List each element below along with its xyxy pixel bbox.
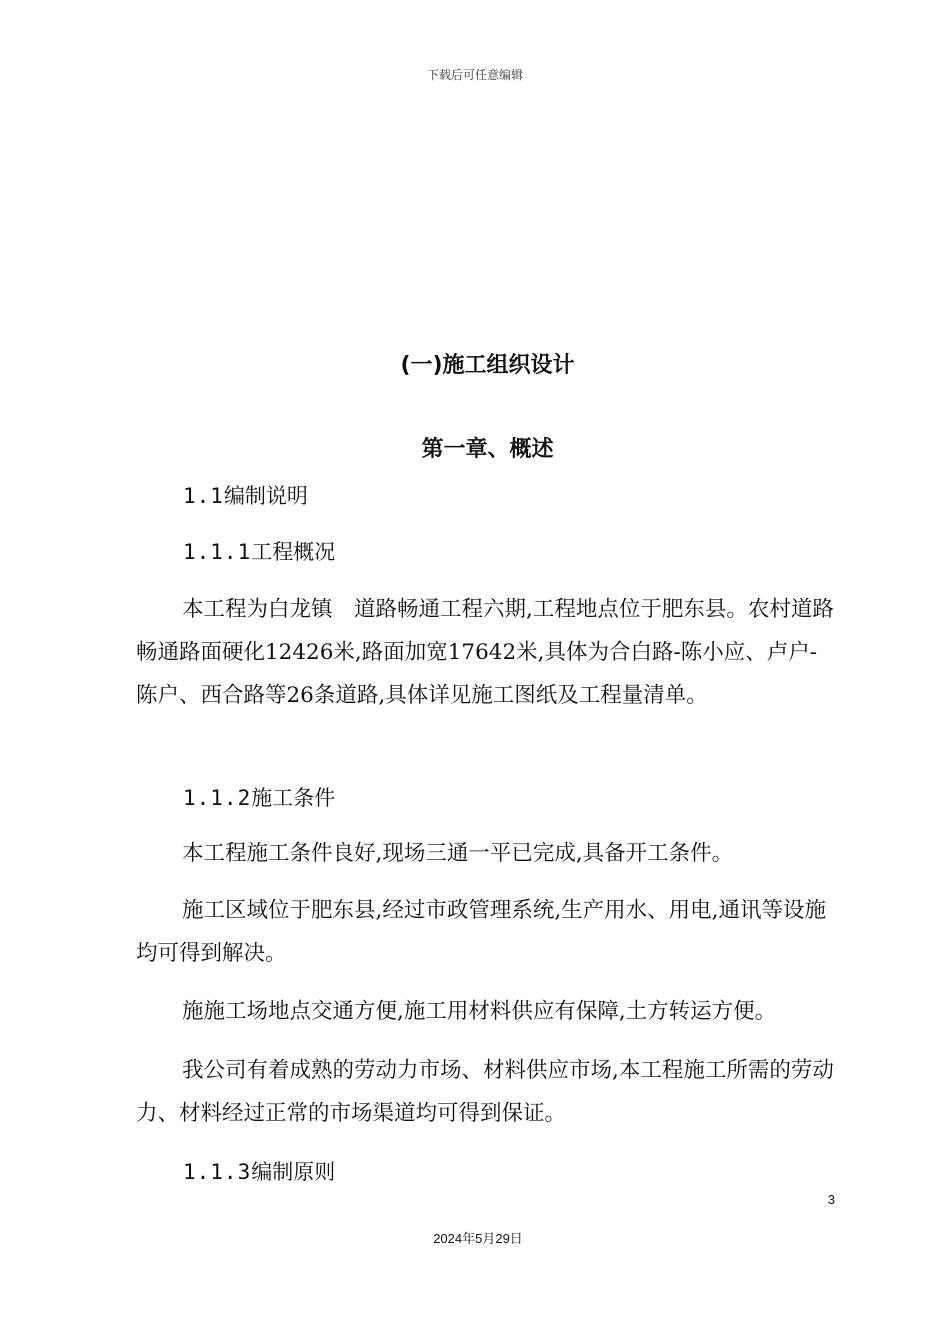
- section-heading-1-1-2: [183, 782, 335, 812]
- chapter-heading: 第一章、概述: [421, 437, 554, 462]
- paragraph-project-overview: 本工程为白龙镇 道路畅通工程六期,工程地点位于肥东县。农村道路畅通路面硬化12426米,路面加宽17642米,具体为合白路-陈小应、卢户-陈户、西合路等26条道路,具体详见施工图纸及工程量清单。: [136, 597, 834, 708]
- section-title: 工程概况: [251, 540, 336, 564]
- section-heading-1-1-3: [183, 1156, 335, 1186]
- footer-date: 2024年5月29日: [433, 1231, 523, 1246]
- paragraph-construction-area: 施工区域位于肥东县,经过市政管理系统,生产用水、用电,通讯等设施均可得到解决。: [136, 898, 827, 966]
- paragraph-construction-conditions: 本工程施工条件良好,现场三通一平已完成,具备开工条件。: [182, 841, 734, 866]
- section-number: 1.1.1: [183, 540, 252, 564]
- section-title: 编制原则: [251, 1160, 336, 1184]
- paragraph-labor-materials: 我公司有着成熟的劳动力市场、材料供应市场,本工程施工所需的劳动力、材料经过正常的市场渠道均可得到保证。: [136, 1058, 834, 1126]
- section-title: 施工条件: [251, 786, 336, 810]
- section-number: 1.1.3: [183, 1160, 252, 1184]
- section-title: 编制说明: [223, 484, 308, 508]
- page-number: 3: [827, 1192, 835, 1207]
- paragraph-site-transport: 施施工场地点交通方便,施工用材料供应有保障,土方转运方便。: [182, 999, 777, 1024]
- section-heading-1-1-1: [183, 536, 335, 566]
- section-number: 1.1: [183, 484, 224, 508]
- section-heading-1-1: [183, 480, 308, 510]
- document-title: (一)施工组织设计: [400, 353, 575, 378]
- section-number: 1.1.2: [183, 786, 252, 810]
- page-header: 下载后可任意编辑: [426, 68, 523, 82]
